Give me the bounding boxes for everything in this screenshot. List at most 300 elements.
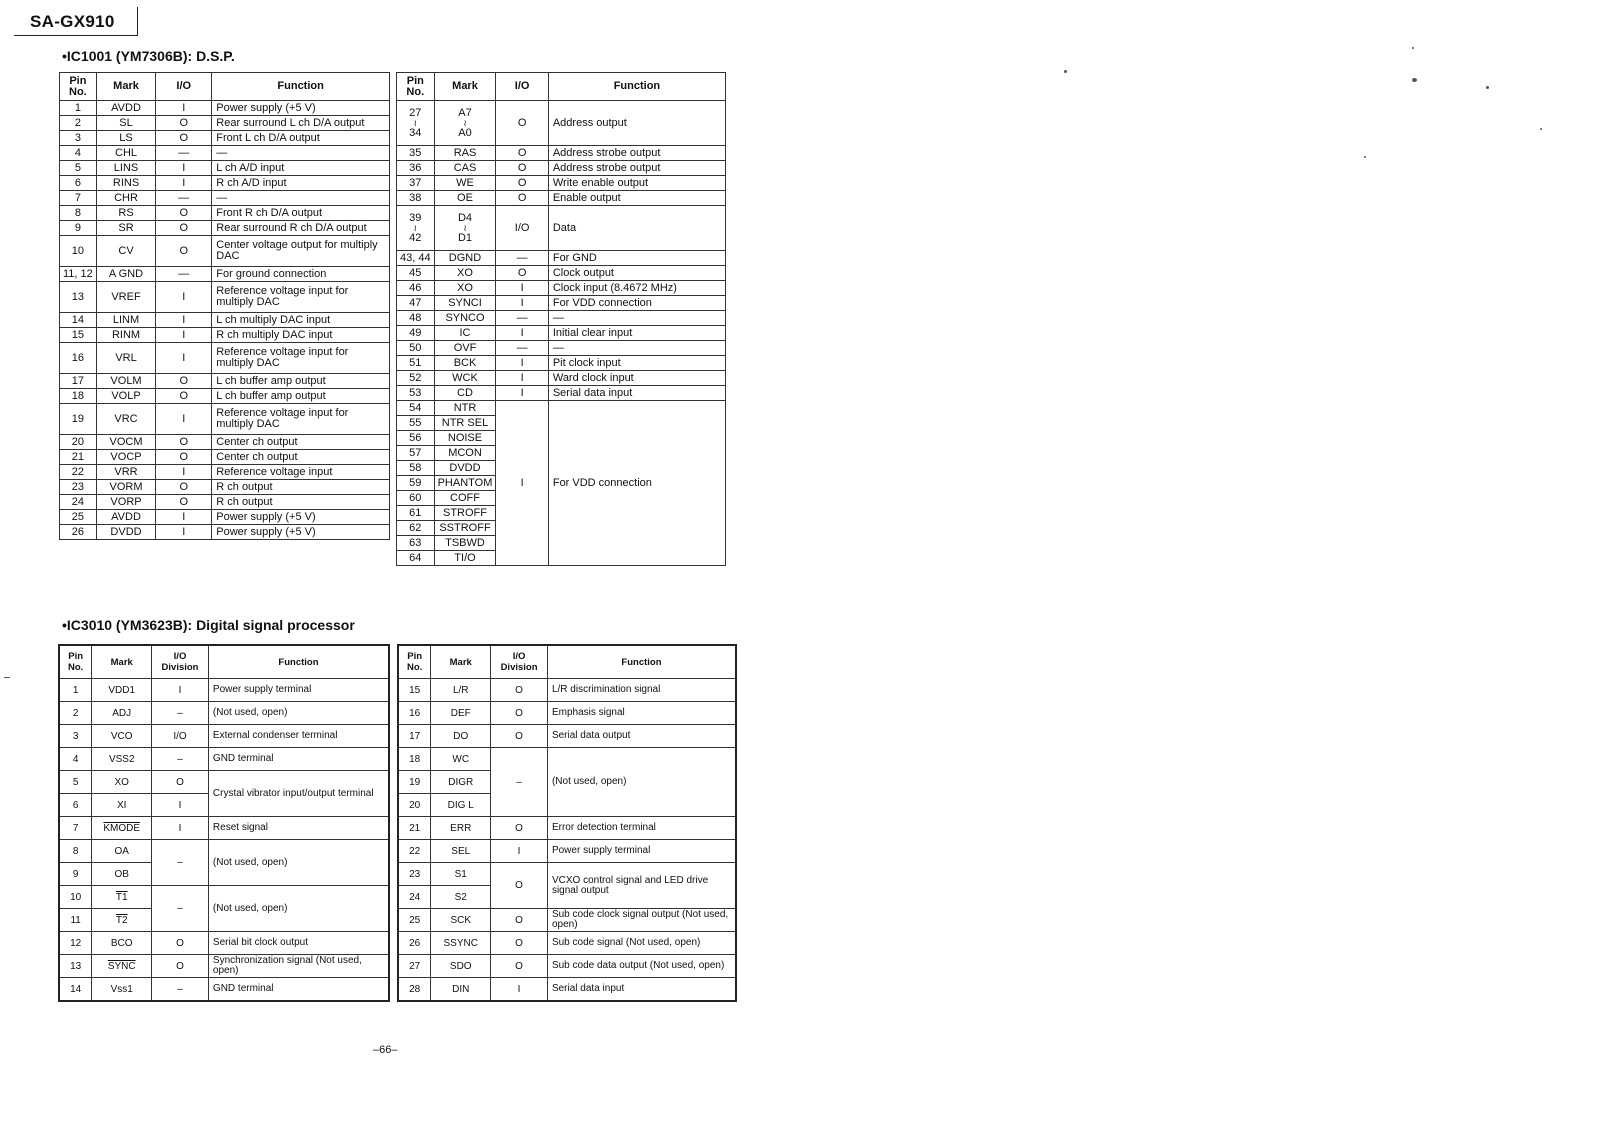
table-row [60,131,390,146]
table-row [60,206,390,221]
io-cell: I [156,282,212,313]
table-row [60,282,390,313]
function-cell: R ch output [212,480,390,495]
pin-cell: 38 [397,191,435,206]
ic1001-right-table [396,72,726,566]
pin-from: 39 [409,211,422,224]
pin-cell: 58 [397,461,435,476]
function-cell: External condenser terminal [208,725,389,748]
mark-cell: DVDD [96,525,155,540]
pin-cell: 4 [60,146,97,161]
mark-cell: VORM [96,480,155,495]
table-row [398,679,736,702]
io-cell: – [152,840,209,886]
mark-cell: OVF [434,341,496,356]
table-header-row [60,73,390,101]
pin-cell: 27 [398,955,431,978]
mark-cell: SYNCI [434,296,496,311]
mark-cell: SYNC [92,955,152,978]
function-cell: Rear surround R ch D/A output [212,221,390,236]
function-cell: GND terminal [208,978,389,1002]
pin-cell: 56 [397,431,435,446]
io-cell: I [156,510,212,525]
io-cell: O [491,817,548,840]
pin-cell: 52 [397,371,435,386]
function-cell: L ch buffer amp output [212,389,390,404]
io-cell: O [156,389,212,404]
io-cell: I [491,978,548,1002]
mark-cell: RINM [96,328,155,343]
io-cell: — [156,267,212,282]
pin-cell: 20 [60,435,97,450]
pin-cell: 54 [397,401,435,416]
range-tilde: ≀ [413,222,417,233]
pin-cell: 19 [398,771,431,794]
mark-from: A7 [458,106,472,119]
io-cell: O [156,495,212,510]
pin-cell: 12 [59,932,92,955]
col-mark: Mark [434,73,496,101]
function-cell: L ch buffer amp output [212,374,390,389]
io-cell: O [156,435,212,450]
function-cell: R ch A/D input [212,176,390,191]
function-cell: Reference voltage input for multiply DAC [212,404,390,435]
io-cell: I [496,401,548,566]
mark-range [434,206,496,251]
function-cell: Power supply terminal [208,679,389,702]
pin-cell: 35 [397,146,435,161]
function-cell: Serial data input [547,978,736,1002]
pin-cell: 2 [60,116,97,131]
function-cell: — [212,191,390,206]
table-row [398,909,736,932]
pin-cell: 36 [397,161,435,176]
range-tilde: ≀ [463,222,467,233]
mark-cell: SL [96,116,155,131]
pin-cell: 45 [397,266,435,281]
function-cell: L ch multiply DAC input [212,313,390,328]
pin-cell: 22 [398,840,431,863]
mark-cell: RS [96,206,155,221]
table-row [397,341,726,356]
table-row [59,702,389,725]
col-io: I/O Division [152,645,209,679]
pin-cell: 6 [60,176,97,191]
pin-cell: 5 [59,771,92,794]
io-cell: – [152,702,209,725]
function-cell: Data [548,206,725,251]
table-row [397,266,726,281]
pin-cell: 14 [59,978,92,1002]
mark-cell: Vss1 [92,978,152,1002]
mark-cell: DEF [431,702,491,725]
table-row [397,176,726,191]
mark-cell: SDO [431,955,491,978]
io-cell: I [156,343,212,374]
mark-cell: SCK [431,909,491,932]
mark-cell: XO [434,281,496,296]
mark-cell: BCO [92,932,152,955]
pin-from: 27 [409,106,422,119]
io-cell: – [152,748,209,771]
io-cell: I [156,328,212,343]
mark-cell: SSYNC [431,932,491,955]
pin-cell: 16 [60,343,97,374]
io-cell: I [156,176,212,191]
io-cell: I/O [496,206,548,251]
table-row [60,267,390,282]
io-cell: O [491,863,548,909]
range-tilde: ≀ [463,117,467,128]
table-row [397,281,726,296]
mark-cell: WC [431,748,491,771]
function-cell: (Not used, open) [208,840,389,886]
col-function: Function [212,73,390,101]
function-cell: (Not used, open) [208,886,389,932]
pin-cell: 23 [398,863,431,886]
scan-speck [1540,128,1542,130]
io-cell: O [496,101,548,146]
pin-cell: 53 [397,386,435,401]
io-cell: I [152,794,209,817]
function-cell: Center voltage output for multiply DAC [212,236,390,267]
io-cell: O [496,176,548,191]
io-cell: O [156,480,212,495]
mark-cell: SEL [431,840,491,863]
pin-cell: 17 [398,725,431,748]
pin-cell: 6 [59,794,92,817]
pin-cell: 20 [398,794,431,817]
function-cell: Clock output [548,266,725,281]
function-cell: GND terminal [208,748,389,771]
mark-cell: STROFF [434,506,496,521]
mark-cell: DVDD [434,461,496,476]
mark-range [434,101,496,146]
mark-cell: SYNCO [434,311,496,326]
col-pin: Pin No. [397,73,435,101]
mark-cell: VRL [96,343,155,374]
function-cell: Emphasis signal [547,702,736,725]
table-row [60,221,390,236]
table-row [60,191,390,206]
pin-cell: 21 [60,450,97,465]
io-cell: I [496,386,548,401]
mark-cell: S1 [431,863,491,886]
io-cell: I [156,404,212,435]
pin-cell: 10 [59,886,92,909]
mark-cell: A GND [96,267,155,282]
table-row [397,326,726,341]
table-row [60,389,390,404]
mark-cell: COFF [434,491,496,506]
pin-to: 34 [409,126,422,139]
pin-cell: 15 [398,679,431,702]
pin-cell: 2 [59,702,92,725]
io-cell: I [496,356,548,371]
pin-cell: 7 [59,817,92,840]
function-cell: Error detection terminal [547,817,736,840]
table-row [60,404,390,435]
pin-cell: 48 [397,311,435,326]
function-cell: (Not used, open) [547,748,736,817]
mark-cell: NTR [434,401,496,416]
mark-cell: S2 [431,886,491,909]
io-cell: I [496,371,548,386]
io-cell: I [156,313,212,328]
col-mark: Mark [431,645,491,679]
table-row [60,343,390,374]
pin-cell: 13 [60,282,97,313]
mark-cell: VORP [96,495,155,510]
mark-cell: OA [92,840,152,863]
ic1001-left-table [59,72,390,540]
pin-cell: 64 [397,551,435,566]
io-cell: O [491,725,548,748]
table-row [60,435,390,450]
pin-cell: 22 [60,465,97,480]
mark-cell: CD [434,386,496,401]
io-cell: O [152,771,209,794]
io-cell: – [152,886,209,932]
pin-cell: 1 [59,679,92,702]
table-row [397,146,726,161]
function-cell: For VDD connection [548,296,725,311]
pin-cell: 8 [60,206,97,221]
mark-cell: L/R [431,679,491,702]
table-row [397,296,726,311]
io-cell: O [156,131,212,146]
table-row [60,116,390,131]
mark-cell: VRR [96,465,155,480]
pin-cell: 26 [60,525,97,540]
col-pin: Pin No. [59,645,92,679]
scan-speck [1064,70,1067,73]
pin-cell: 3 [60,131,97,146]
table-header-row [398,645,736,679]
table-row [60,236,390,267]
mark-cell: VCO [92,725,152,748]
table-row [60,101,390,116]
pin-cell: 37 [397,176,435,191]
function-cell: Sub code signal (Not used, open) [547,932,736,955]
pin-cell: 50 [397,341,435,356]
pin-cell: 14 [60,313,97,328]
mark-cell: CAS [434,161,496,176]
table-row [60,374,390,389]
io-cell: I [152,817,209,840]
pin-cell: 16 [398,702,431,725]
pin-cell: 15 [60,328,97,343]
function-cell: Sub code data output (Not used, open) [547,955,736,978]
mark-cell: PHANTOM [434,476,496,491]
scan-speck [1412,78,1417,82]
pin-cell: 18 [60,389,97,404]
pin-cell: 62 [397,521,435,536]
pin-cell: 13 [59,955,92,978]
scan-speck [1486,86,1489,89]
function-cell: Clock input (8.4672 MHz) [548,281,725,296]
table-row [60,328,390,343]
function-cell: L ch A/D input [212,161,390,176]
table-row [60,450,390,465]
table-row [398,978,736,1002]
pin-cell: 47 [397,296,435,311]
mark-to: D1 [457,231,473,244]
function-cell: Serial data input [548,386,725,401]
pin-cell: 24 [60,495,97,510]
io-cell: I [156,101,212,116]
function-cell: Reference voltage input for multiply DAC [212,282,390,313]
mark-cell: CHR [96,191,155,206]
io-cell: O [152,955,209,978]
function-cell: Power supply (+5 V) [212,525,390,540]
table-row [60,146,390,161]
table-row [60,510,390,525]
mark-cell: ADJ [92,702,152,725]
mark-cell: VSS2 [92,748,152,771]
io-cell: O [491,679,548,702]
pin-cell: 43, 44 [397,251,435,266]
function-cell: Pit clock input [548,356,725,371]
table-row [59,978,389,1002]
scan-speck [1412,47,1414,49]
mark-cell: DGND [434,251,496,266]
col-function: Function [547,645,736,679]
io-cell: O [496,266,548,281]
table-row [397,401,726,416]
model-name: SA-GX910 [30,12,115,31]
pin-cell: 23 [60,480,97,495]
table-row [397,251,726,266]
io-cell: O [491,909,548,932]
pin-range [397,206,435,251]
pin-cell: 49 [397,326,435,341]
mark-cell: AVDD [96,510,155,525]
pin-cell: 8 [59,840,92,863]
mark-cell: XI [92,794,152,817]
table-row [398,955,736,978]
pin-cell: 63 [397,536,435,551]
function-cell: Rear surround L ch D/A output [212,116,390,131]
mark-cell: OE [434,191,496,206]
table-row [59,725,389,748]
pin-cell: 3 [59,725,92,748]
pin-cell: 18 [398,748,431,771]
mark-cell: NTR SEL [434,416,496,431]
mark-cell: VDD1 [92,679,152,702]
mark-cell: AVDD [96,101,155,116]
header-rule-horizontal [14,35,138,36]
io-cell: O [156,374,212,389]
table-row [397,161,726,176]
table-row [397,371,726,386]
mark-cell: KMODE [92,817,152,840]
function-cell: Synchronization signal (Not used, open) [208,955,389,978]
io-cell: I [496,296,548,311]
mark-cell: TI/O [434,551,496,566]
mark-cell: DO [431,725,491,748]
mark-to: A0 [458,126,472,139]
io-cell: O [152,932,209,955]
table-row [397,311,726,326]
scan-speck [4,677,10,678]
function-cell: Address output [548,101,725,146]
mark-cell: OB [92,863,152,886]
pin-cell: 17 [60,374,97,389]
table-row [59,955,389,978]
table-row [59,817,389,840]
function-cell: — [548,311,725,326]
table-row [60,525,390,540]
io-cell: – [152,978,209,1002]
mark-cell: LS [96,131,155,146]
function-cell: R ch output [212,495,390,510]
io-cell: O [156,206,212,221]
function-cell: Front L ch D/A output [212,131,390,146]
io-cell: I [152,679,209,702]
pin-cell: 10 [60,236,97,267]
io-cell: O [156,450,212,465]
col-io: I/O Division [491,645,548,679]
pin-cell: 28 [398,978,431,1002]
pin-cell: 55 [397,416,435,431]
mark-cell: VRC [96,404,155,435]
pin-to: 42 [409,231,422,244]
function-cell: Ward clock input [548,371,725,386]
mark-cell: LINM [96,313,155,328]
function-cell: Reference voltage input for multiply DAC [212,343,390,374]
io-cell: I [156,161,212,176]
function-cell: Reset signal [208,817,389,840]
mark-cell: RAS [434,146,496,161]
pin-cell: 25 [60,510,97,525]
mark-cell: VOCP [96,450,155,465]
pin-cell: 21 [398,817,431,840]
mark-cell: NOISE [434,431,496,446]
function-cell: Address strobe output [548,161,725,176]
mark-cell: CHL [96,146,155,161]
io-cell: O [156,236,212,267]
mark-cell: LINS [96,161,155,176]
table-row [398,817,736,840]
pin-cell: 26 [398,932,431,955]
io-cell: O [496,146,548,161]
function-cell: (Not used, open) [208,702,389,725]
function-cell: Write enable output [548,176,725,191]
table-row [398,748,736,771]
io-cell: I [156,465,212,480]
mark-cell: DIG L [431,794,491,817]
header-rule-vertical [137,7,138,36]
function-cell: Power supply (+5 V) [212,101,390,116]
function-cell: Center ch output [212,435,390,450]
mark-cell: MCON [434,446,496,461]
table-row [60,313,390,328]
ic3010-title: •IC3010 (YM3623B): Digital signal processor [62,617,355,633]
io-cell: I/O [152,725,209,748]
ic3010-right-table [397,644,737,1002]
table-row [60,495,390,510]
mark-cell: WE [434,176,496,191]
io-cell: — [496,311,548,326]
mark-cell: VOLM [96,374,155,389]
function-cell: — [548,341,725,356]
mark-cell: SR [96,221,155,236]
function-cell: Center ch output [212,450,390,465]
col-io: I/O [156,73,212,101]
io-cell: I [496,281,548,296]
io-cell: – [491,748,548,817]
